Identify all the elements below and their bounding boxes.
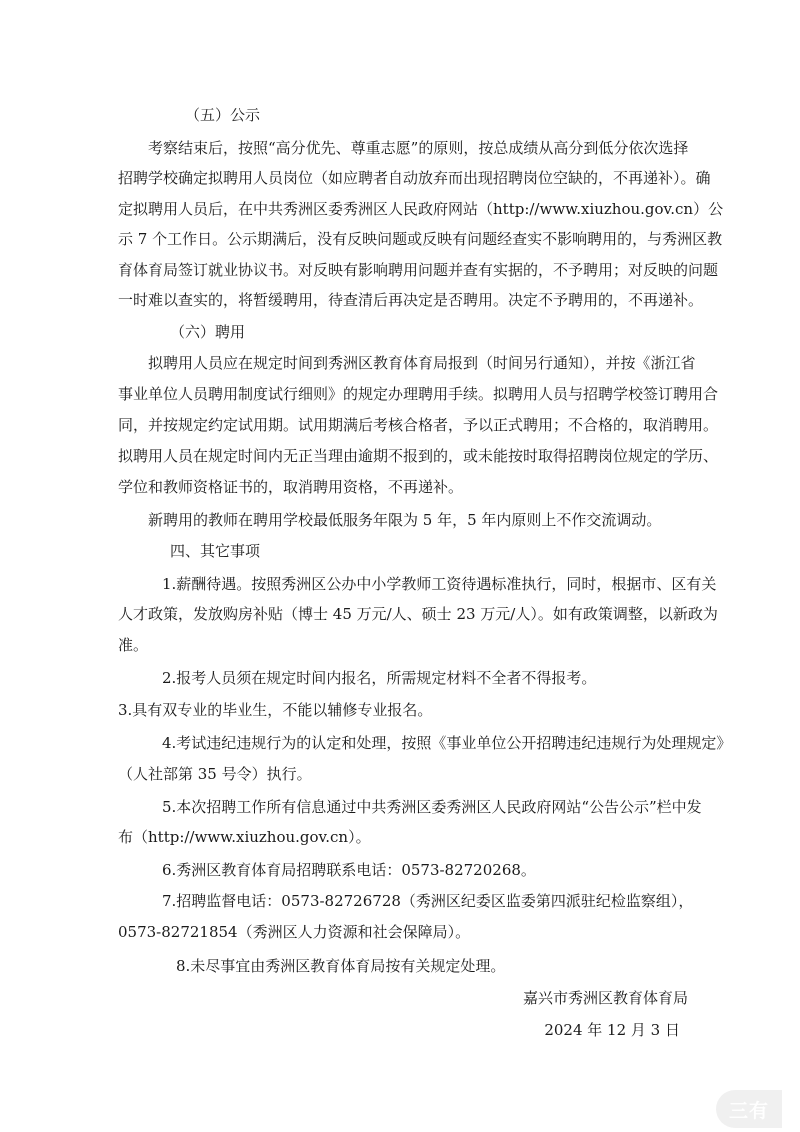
signature-date: 2024 年 12 月 3 日: [544, 1021, 680, 1039]
paragraph-line: 新聘用的教师在聘用学校最低服务年限为 5 年，5 年内原则上不作交流调动。: [148, 511, 662, 529]
paragraph-line: 拟聘用人员应在规定时间到秀洲区教育体育局报到（时间另行通知），并按《浙江省: [148, 354, 696, 372]
paragraph-line: 同，并按规定约定试用期。试用期满后考核合格者，予以正式聘用；不合格的，取消聘用。: [118, 416, 719, 434]
paragraph-line: 招聘学校确定拟聘用人员岗位（如应聘者自动放弃而出现招聘岗位空缺的，不再递补）。确: [118, 169, 711, 187]
item-1-line: 人才政策，发放购房补贴（博士 45 万元/人、硕士 23 万元/人）。如有政策调整，以新政为: [118, 605, 718, 623]
item-4-line: 4.考试违纪违规行为的认定和处理，按照《事业单位公开招聘违纪违规行为处理规定》: [162, 734, 732, 752]
heading-employment: （六）聘用: [170, 323, 246, 341]
paragraph-line: 拟聘用人员在规定时间内无正当理由逾期不报到的，或未能按时取得招聘岗位规定的学历、: [118, 447, 719, 465]
heading-other-matters: 四、其它事项: [170, 542, 261, 560]
item-6: 6.秀洲区教育体育局招聘联系电话：0573-82720268。: [162, 861, 536, 879]
paragraph-line: 示 7 个工作日。公示期满后，没有反映问题或反映有问题经查实不影响聘用的，与秀洲区教: [118, 230, 723, 248]
signature-org: 嘉兴市秀洲区教育体育局: [522, 989, 688, 1007]
item-1-line: 1.薪酬待遇。按照秀洲区公办中小学教师工资待遇标准执行，同时，根据市、区有关: [162, 575, 717, 593]
paragraph-line: 考察结束后，按照“高分优先、尊重志愿”的原则，按总成绩从高分到低分依次选择: [148, 139, 689, 157]
item-4-line: （人社部第 35 号令）执行。: [118, 765, 312, 783]
item-5-line: 布（http://www.xiuzhou.gov.cn）。: [118, 828, 371, 846]
app-watermark-badge: [716, 1090, 782, 1128]
heading-publicity: （五）公示: [185, 106, 261, 124]
paragraph-line: 育体育局签订就业协议书。对反映有影响聘用问题并查有实据的，不予聘用；对反映的问题: [118, 261, 719, 279]
item-5-line: 5.本次招聘工作所有信息通过中共秀洲区委秀洲区人民政府网站“公告公示”栏中发: [162, 798, 702, 816]
item-8: 8.未尽事宜由秀洲区教育体育局按有关规定处理。: [176, 957, 506, 975]
item-7-line: 7.招聘监督电话：0573-82726728（秀洲区纪委区监委第四派驻纪检监察组），: [162, 892, 694, 910]
paragraph-line: 学位和教师资格证书的，取消聘用资格，不再递补。: [118, 478, 464, 496]
item-1-line: 准。: [118, 636, 149, 654]
item-3: 3.具有双专业的毕业生，不能以辅修专业报名。: [118, 701, 433, 719]
paragraph-line: 事业单位人员聘用制度试行细则》的规定办理聘用手续。拟聘用人员与招聘学校签订聘用合: [118, 385, 719, 403]
item-7-line: 0573-82721854（秀洲区人力资源和社会保障局）。: [118, 923, 471, 941]
paragraph-line: 一时难以查实的，将暂缓聘用，待查清后再决定是否聘用。决定不予聘用的，不再递补。: [118, 291, 704, 309]
paragraph-line: 定拟聘用人员后，在中共秀洲区委秀洲区人民政府网站（http://www.xiuzhou.gov.cn）公: [118, 200, 724, 218]
item-2: 2.报考人员须在规定时间内报名，所需规定材料不全者不得报考。: [162, 669, 597, 687]
watermark-text: 三有: [728, 1099, 769, 1122]
